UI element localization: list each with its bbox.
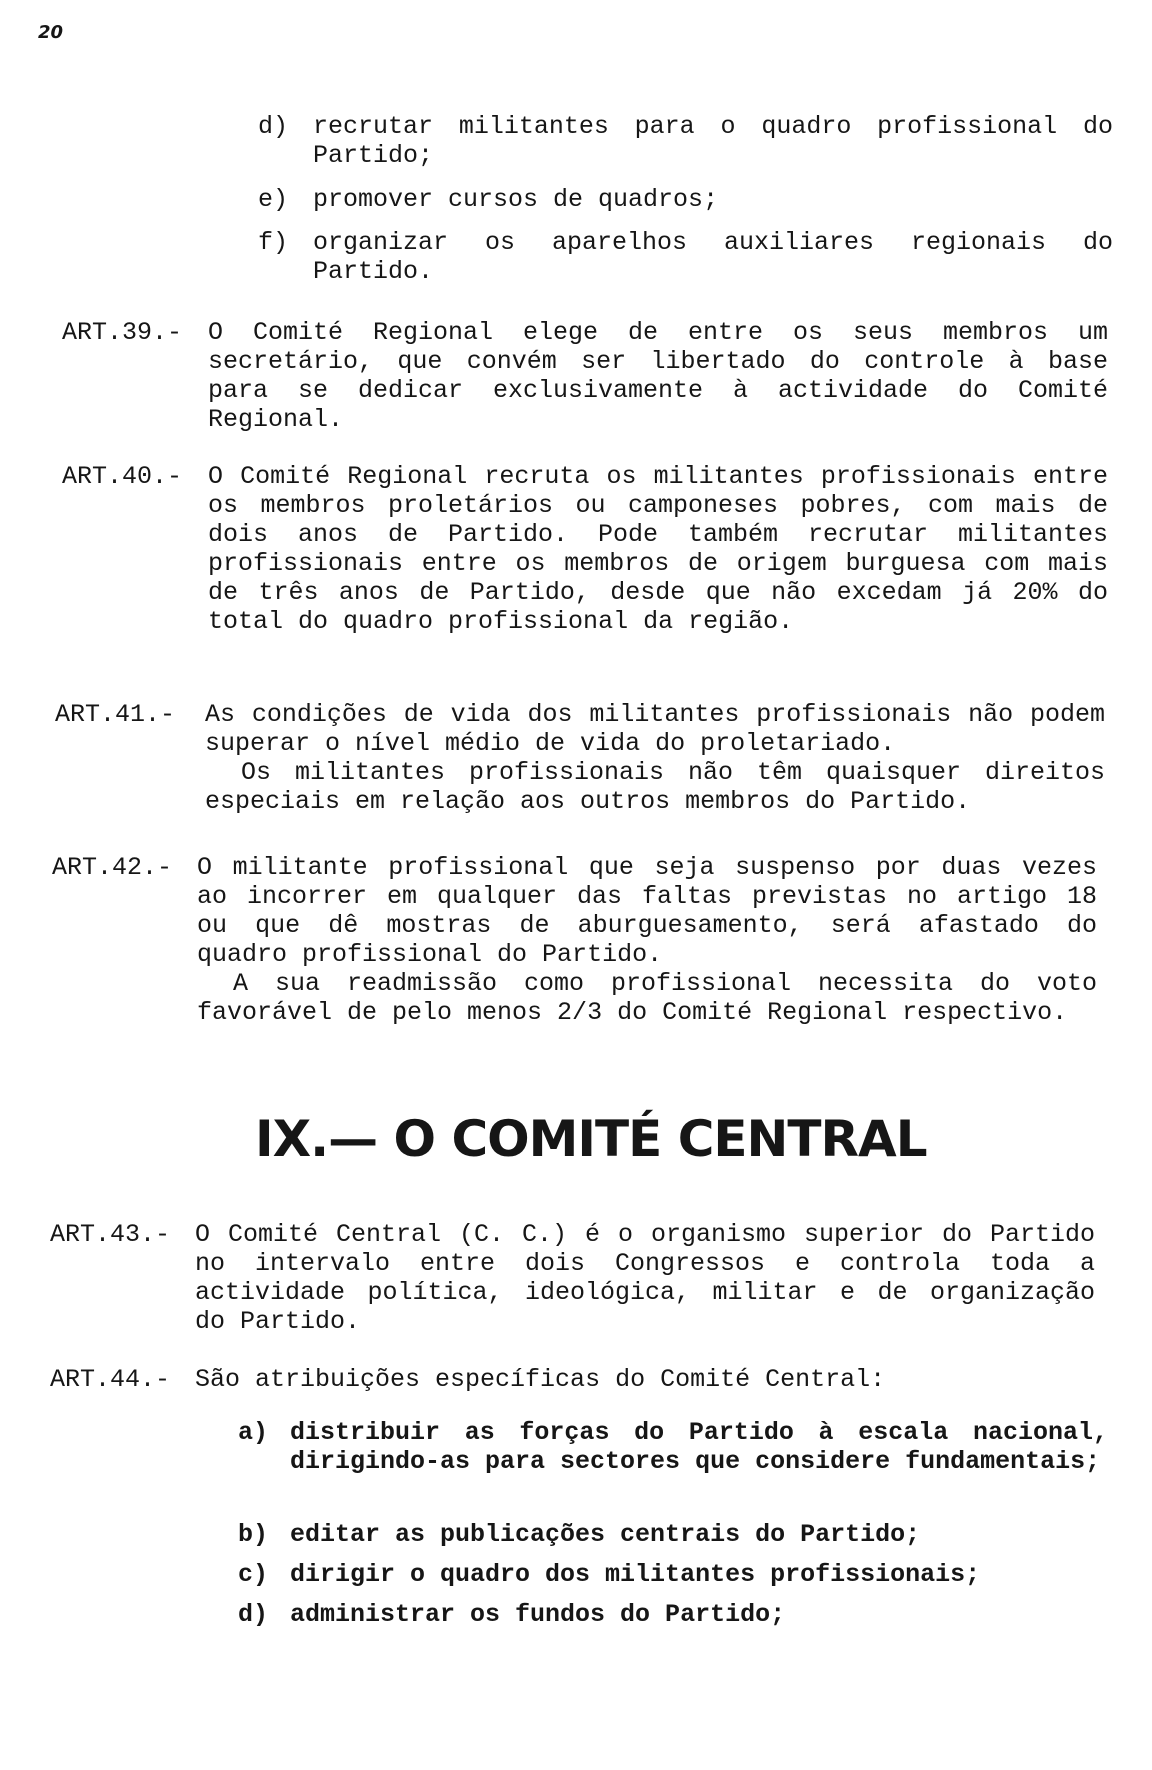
article-number: ART.39.-: [62, 318, 183, 347]
article-paragraph: O Comité Regional elege de entre os seus membros um secretário, que convém ser libertado do controle à base para se dedicar exclusivamente à actividade do Comité Regional.: [208, 318, 1108, 434]
article-number: ART.44.-: [50, 1365, 171, 1394]
list-item-text: distribuir as forças do Partido à escala nacional, dirigindo-as para sectores que considere fundamentais;: [290, 1418, 1108, 1476]
list-item-text: promover cursos de quadros;: [313, 185, 719, 214]
list-item-letter: a): [238, 1418, 269, 1447]
article-number: ART.42.-: [52, 853, 173, 882]
list-item: [238, 1560, 1118, 1590]
article-paragraph: O Comité Regional recruta os militantes profissionais entre os membros proletários ou camponeses pobres, com mais de dois anos de Partido. Pode também recrutar militantes profissionais entre os membros de origem burguesa com mais de três anos de Partido, desde que não excedam já 20% do total do quadro profissional da região.: [208, 462, 1108, 636]
article-number: ART.41.-: [55, 700, 176, 729]
article-paragraph: O Comité Central (C. C.) é o organismo superior do Partido no intervalo entre dois Congressos e controla toda a actividade política, ideológica, militar e de organização do Partido.: [195, 1220, 1095, 1336]
article-number: ART.43.-: [50, 1220, 171, 1249]
list-item-letter: d): [238, 1600, 269, 1629]
article-paragraph: O militante profissional que seja suspenso por duas vezes ao incorrer em qualquer das faltas previstas no artigo 18 ou que dê mostras de aburguesamento, será afastado do quadro profissional do Partido.: [197, 853, 1097, 969]
list-item-letter: f): [258, 228, 289, 257]
list-item-text: dirigir o quadro dos militantes profissionais;: [290, 1560, 981, 1589]
list-item: [258, 185, 1116, 215]
list-item: [238, 1418, 1118, 1508]
list-item-text: organizar os aparelhos auxiliares regionais do Partido.: [313, 228, 1113, 286]
section-title: IX.— O COMITÉ CENTRAL: [255, 1110, 927, 1168]
list-item-letter: c): [238, 1560, 269, 1589]
article-paragraph: A sua readmissão como profissional necessita do voto favorável de pelo menos 2/3 do Comité Regional respectivo.: [197, 969, 1097, 1027]
list-item-text: recrutar militantes para o quadro profissional do Partido;: [313, 112, 1113, 170]
list-item-text: administrar os fundos do Partido;: [290, 1600, 786, 1629]
list-item-text: editar as publicações centrais do Partido;: [290, 1520, 921, 1549]
page-number: 20: [38, 22, 64, 43]
list-item-letter: d): [258, 112, 289, 141]
article-paragraph: Os militantes profissionais não têm quaisquer direitos especiais em relação aos outros membros do Partido.: [205, 758, 1105, 816]
article-number: ART.40.-: [62, 462, 183, 491]
article-paragraph: São atribuições específicas do Comité Central:: [195, 1365, 886, 1394]
list-item: [258, 228, 1116, 288]
list-item-letter: b): [238, 1520, 269, 1549]
article-paragraph: As condições de vida dos militantes profissionais não podem superar o nível médio de vida do proletariado.: [205, 700, 1105, 758]
list-item: [258, 112, 1116, 172]
list-item: [238, 1600, 1118, 1630]
list-item-letter: e): [258, 185, 289, 214]
list-item: [238, 1520, 1118, 1550]
